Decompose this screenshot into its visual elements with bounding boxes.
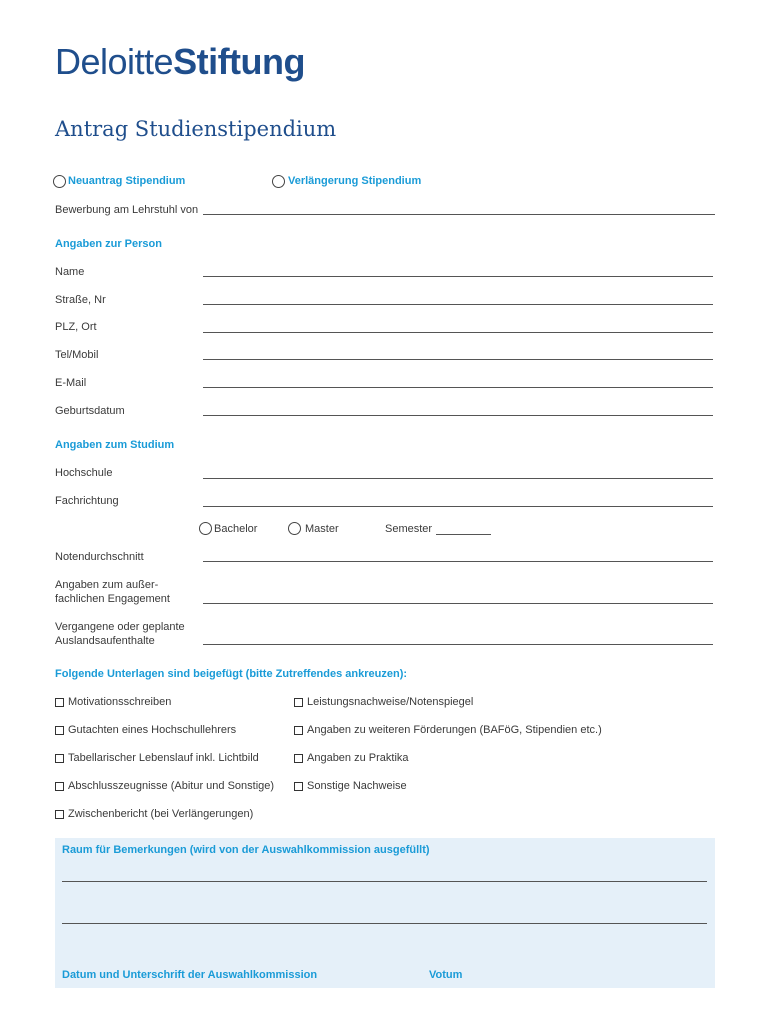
checkbox-transcripts[interactable] (294, 698, 303, 707)
semester-label: Semester (385, 523, 433, 535)
committee-signature-label: Datum und Unterschrift der Auswahlkommission (62, 969, 318, 981)
logo-part-stiftung: Stiftung (173, 41, 306, 82)
checkbox-certificates-label: Abschlusszeugnisse (Abitur und Sonstige) (68, 780, 275, 792)
radio-new-application[interactable] (53, 175, 66, 188)
email-field[interactable] (203, 387, 713, 388)
engagement-label-line1: Angaben zum außer- (55, 579, 159, 591)
birthdate-field[interactable] (203, 415, 713, 416)
engagement-label (55, 578, 170, 606)
abroad-label-line2: Auslandsaufenthalte (55, 635, 155, 647)
university-label: Hochschule (55, 467, 113, 479)
email-label: E-Mail (55, 377, 87, 389)
abroad-field[interactable] (203, 644, 713, 645)
name-label: Name (55, 266, 85, 278)
logo-part-deloitte: Deloitte (55, 41, 174, 82)
vote-label: Votum (429, 969, 463, 981)
checkbox-motivation-letter-label: Motivationsschreiben (68, 696, 172, 708)
checkbox-internships-label: Angaben zu Praktika (307, 752, 409, 764)
zip-city-label: PLZ, Ort (55, 321, 97, 333)
chair-field[interactable] (203, 214, 715, 215)
checkbox-interim-report[interactable] (55, 810, 64, 819)
checkbox-certificates[interactable] (55, 782, 64, 791)
checkbox-interim-report-label: Zwischenbericht (bei Verlängerungen) (68, 808, 254, 820)
radio-new-application-label: Neuantrag Stipendium (68, 175, 186, 187)
engagement-field[interactable] (203, 603, 713, 604)
semester-field[interactable] (436, 534, 491, 535)
checkbox-transcripts-label: Leistungsnachweise/Notenspiegel (307, 696, 474, 708)
remarks-line-1[interactable] (62, 881, 707, 882)
grade-average-label: Notendurchschnitt (55, 551, 144, 563)
radio-master-label: Master (305, 523, 339, 535)
remarks-box (55, 838, 715, 988)
checkbox-other-funding[interactable] (294, 726, 303, 735)
radio-master[interactable] (288, 522, 301, 535)
name-field[interactable] (203, 276, 713, 277)
remarks-line-2[interactable] (62, 923, 707, 924)
remarks-heading: Raum für Bemerkungen (wird von der Auswahlkommission ausgefüllt) (62, 844, 430, 856)
phone-field[interactable] (203, 359, 713, 360)
checkbox-internships[interactable] (294, 754, 303, 763)
zip-city-field[interactable] (203, 332, 713, 333)
radio-bachelor-label: Bachelor (214, 523, 258, 535)
university-field[interactable] (203, 478, 713, 479)
abroad-label-line1: Vergangene oder geplante (55, 621, 185, 633)
abroad-label (55, 620, 185, 648)
street-label: Straße, Nr (55, 294, 106, 306)
checkbox-professor-report[interactable] (55, 726, 64, 735)
checkbox-other-evidence-label: Sonstige Nachweise (307, 780, 407, 792)
phone-label: Tel/Mobil (55, 349, 99, 361)
chair-label: Bewerbung am Lehrstuhl von (55, 204, 199, 216)
checkbox-professor-report-label: Gutachten eines Hochschullehrers (68, 724, 237, 736)
checkbox-other-evidence[interactable] (294, 782, 303, 791)
subject-label: Fachrichtung (55, 495, 119, 507)
person-section-heading: Angaben zur Person (55, 238, 162, 250)
checkbox-cv-label: Tabellarischer Lebenslauf inkl. Lichtbild (68, 752, 259, 764)
checkbox-cv[interactable] (55, 754, 64, 763)
deloitte-stiftung-logo (55, 41, 306, 82)
form-title: Antrag Studienstipendium (55, 117, 337, 141)
subject-field[interactable] (203, 506, 713, 507)
study-section-heading: Angaben zum Studium (55, 439, 175, 451)
checkbox-other-funding-label: Angaben zu weiteren Förderungen (BAFöG, Stipendien etc.) (307, 724, 602, 736)
street-field[interactable] (203, 304, 713, 305)
radio-bachelor[interactable] (199, 522, 212, 535)
documents-heading: Folgende Unterlagen sind beigefügt (bitte Zutreffendes ankreuzen): (55, 668, 408, 680)
birthdate-label: Geburtsdatum (55, 405, 125, 417)
checkbox-motivation-letter[interactable] (55, 698, 64, 707)
engagement-label-line2: fachlichen Engagement (55, 593, 170, 605)
grade-average-field[interactable] (203, 561, 713, 562)
radio-extension[interactable] (272, 175, 285, 188)
radio-extension-label: Verlängerung Stipendium (288, 175, 422, 187)
